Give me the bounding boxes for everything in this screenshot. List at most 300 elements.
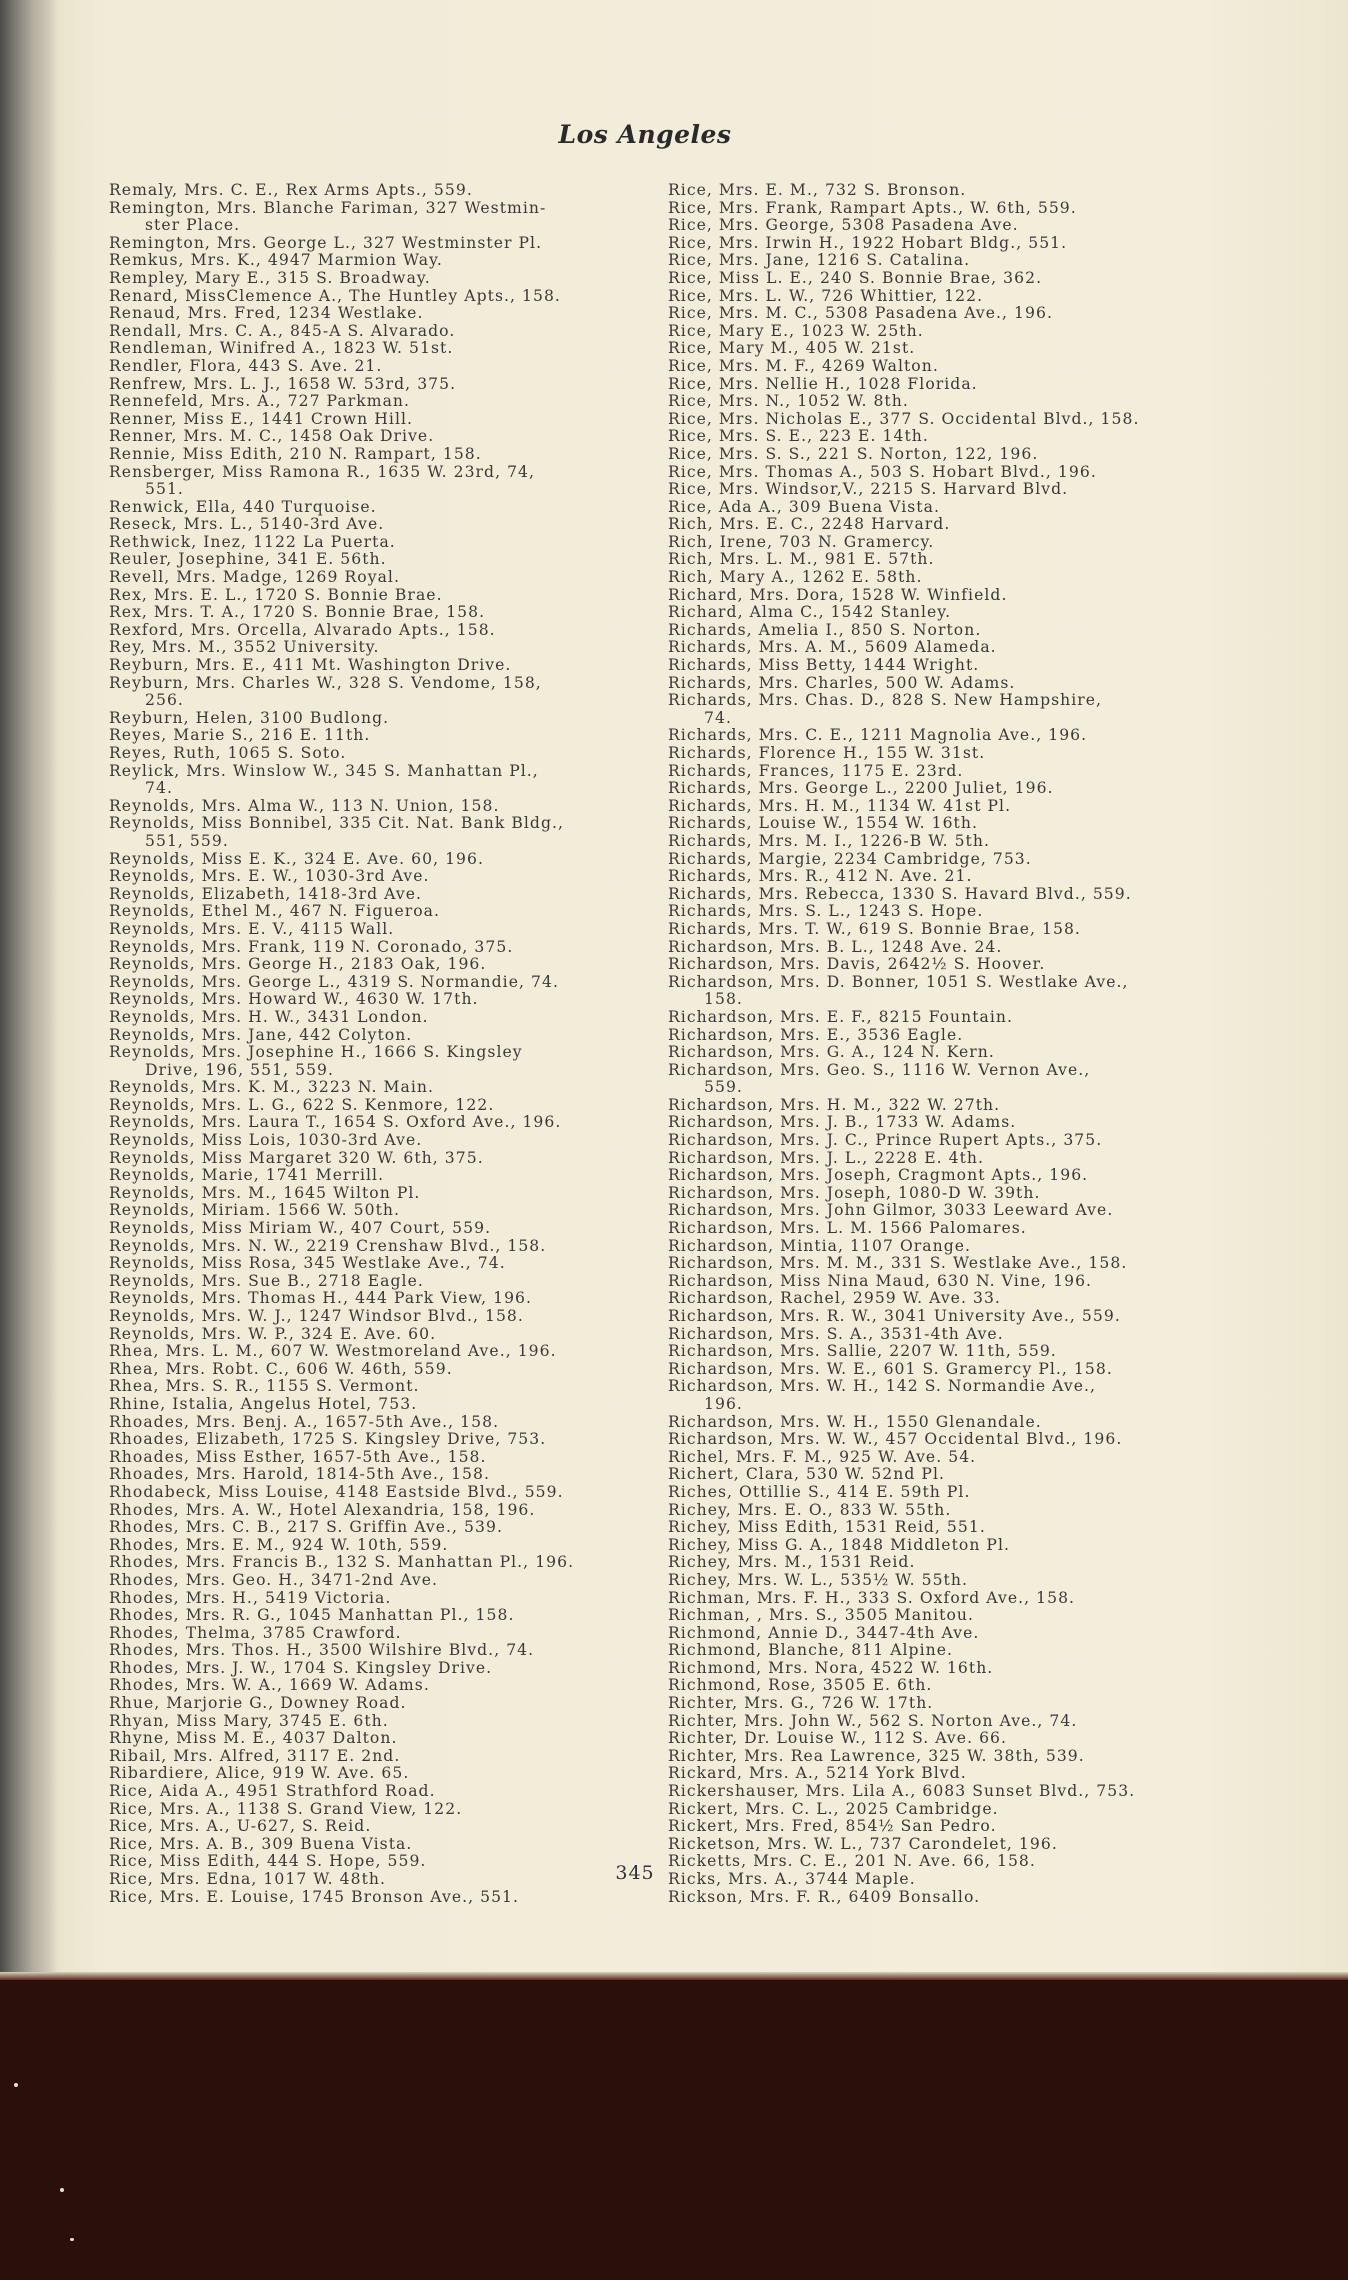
directory-entry xyxy=(109,587,669,605)
directory-entry xyxy=(668,551,1228,569)
directory-entry xyxy=(668,1326,1228,1344)
directory-entry xyxy=(109,939,669,957)
directory-entry xyxy=(109,903,669,921)
directory-entry xyxy=(668,340,1228,358)
entry-line: Reynolds, Mrs. K. M., 3223 N. Main. xyxy=(109,1078,435,1097)
entry-line: Reyburn, Mrs. E., 411 Mt. Washington Drive. xyxy=(109,656,512,675)
directory-entry xyxy=(668,657,1228,675)
directory-entry xyxy=(668,1502,1228,1520)
page-bottom-edge xyxy=(0,1972,1348,1980)
entry-line: Reynolds, Mrs. Laura T., 1654 S. Oxford Ave., 196. xyxy=(109,1113,562,1132)
directory-entry xyxy=(109,604,669,622)
directory-entry xyxy=(109,411,669,429)
entry-line: Rice, Mrs. Irwin H., 1922 Hobart Bldg., 551. xyxy=(668,233,1068,252)
directory-entry xyxy=(668,1765,1228,1783)
directory-entry xyxy=(109,974,669,992)
directory-entry xyxy=(668,1783,1228,1801)
directory-entry xyxy=(109,815,669,850)
entry-line: Rhoades, Elizabeth, 1725 S. Kingsley Drive, 753. xyxy=(109,1430,547,1449)
entry-line: Ribail, Mrs. Alfred, 3117 E. 2nd. xyxy=(109,1746,401,1765)
directory-entry xyxy=(109,1044,669,1079)
directory-entry xyxy=(668,376,1228,394)
directory-entry xyxy=(668,1167,1228,1185)
entry-line: Reynolds, Mrs. E. V., 4115 Wall. xyxy=(109,919,395,938)
entry-line: Reyburn, Helen, 3100 Budlong. xyxy=(109,708,390,727)
entry-line: Rhodes, Mrs. Francis B., 132 S. Manhattan Pl., 196. xyxy=(109,1553,575,1572)
directory-entry xyxy=(109,551,669,569)
entry-continuation-line: 559. xyxy=(704,1078,743,1097)
entry-line: Richards, Mrs. George L., 2200 Juliet, 196. xyxy=(668,779,1054,798)
entry-line: Richel, Mrs. F. M., 925 W. Ave. 54. xyxy=(668,1447,977,1466)
directory-entry xyxy=(109,1748,669,1766)
entry-line: Richardson, Mrs. H. M., 322 W. 27th. xyxy=(668,1095,1001,1114)
directory-entry xyxy=(668,1255,1228,1273)
entry-line: Richardson, Mrs. M. M., 331 S. Westlake Ave., 158. xyxy=(668,1254,1128,1273)
directory-entry xyxy=(109,1818,669,1836)
entry-line: Rice, Mrs. S. E., 223 E. 14th. xyxy=(668,427,929,446)
directory-entry xyxy=(109,1361,669,1379)
entry-line: Renfrew, Mrs. L. J., 1658 W. 53rd, 375. xyxy=(109,374,457,393)
directory-entry xyxy=(668,1449,1228,1467)
entry-line: Richardson, Rachel, 2959 W. Ave. 33. xyxy=(668,1289,1001,1308)
directory-entry xyxy=(668,1889,1228,1907)
directory-entry xyxy=(109,1677,669,1695)
entry-line: Renard, MissClemence A., The Huntley Apts., 158. xyxy=(109,286,561,305)
entry-line: Richardson, Mintia, 1107 Orange. xyxy=(668,1236,972,1255)
entry-line: Ricketson, Mrs. W. L., 737 Carondelet, 196. xyxy=(668,1834,1058,1853)
entry-line: Rice, Mrs. M. C., 5308 Pasadena Ave., 196. xyxy=(668,304,1053,323)
directory-entry xyxy=(668,200,1228,218)
page-number: 345 xyxy=(615,1862,655,1884)
entry-line: Rey, Mrs. M., 3552 University. xyxy=(109,638,380,657)
directory-entry xyxy=(668,1554,1228,1572)
directory-entry xyxy=(109,1308,669,1326)
directory-entry xyxy=(668,217,1228,235)
entry-line: Richmond, Rose, 3505 E. 6th. xyxy=(668,1676,933,1695)
directory-entry xyxy=(109,428,669,446)
entry-line: Richards, Mrs. S. L., 1243 S. Hope. xyxy=(668,902,984,921)
directory-entry xyxy=(109,657,669,675)
directory-entry xyxy=(109,1114,669,1132)
directory-entry xyxy=(668,1273,1228,1291)
directory-entry xyxy=(668,604,1228,622)
directory-entry xyxy=(109,921,669,939)
entry-line: Reyes, Marie S., 216 E. 11th. xyxy=(109,726,371,745)
entry-line: Rhoades, Mrs. Harold, 1814-5th Ave., 158. xyxy=(109,1465,491,1484)
entry-line: Rensberger, Miss Ramona R., 1635 W. 23rd, 74, xyxy=(109,462,536,481)
entry-line: Reynolds, Mrs. Jane, 442 Colyton. xyxy=(109,1025,413,1044)
entry-continuation-line: Drive, 196, 551, 559. xyxy=(145,1060,335,1079)
entry-line: Reynolds, Miss Rosa, 345 Westlake Ave., 74. xyxy=(109,1254,506,1273)
directory-entry xyxy=(109,1660,669,1678)
directory-entry xyxy=(109,639,669,657)
entry-line: Richards, Mrs. A. M., 5609 Alameda. xyxy=(668,638,997,657)
entry-line: Rice, Mrs. A., 1138 S. Grand View, 122. xyxy=(109,1799,463,1818)
entry-line: Rice, Mrs. George, 5308 Pasadena Ave. xyxy=(668,216,1019,235)
entry-line: Rendler, Flora, 443 S. Ave. 21. xyxy=(109,356,383,375)
directory-entry xyxy=(109,182,669,200)
entry-line: Richard, Mrs. Dora, 1528 W. Winfield. xyxy=(668,585,1008,604)
entry-line: Reylick, Mrs. Winslow W., 345 S. Manhattan Pl., xyxy=(109,761,539,780)
entry-line: Rice, Mrs. E. Louise, 1745 Bronson Ave., 551. xyxy=(109,1887,520,1906)
entry-line: Reynolds, Mrs. Josephine H., 1666 S. Kingsley xyxy=(109,1043,523,1062)
entry-line: Rice, Mrs. S. S., 221 S. Norton, 122, 196. xyxy=(668,444,1039,463)
directory-entry xyxy=(668,780,1228,798)
entry-line: Rice, Mrs. Nicholas E., 377 S. Occidental Blvd., 158. xyxy=(668,409,1140,428)
entry-line: Rice, Mrs. Frank, Rampart Apts., W. 6th, 559. xyxy=(668,198,1077,217)
entry-line: Rice, Ada A., 309 Buena Vista. xyxy=(668,497,940,516)
directory-entry xyxy=(668,1466,1228,1484)
entry-line: Rhoades, Miss Esther, 1657-5th Ave., 158. xyxy=(109,1447,487,1466)
entry-line: Rice, Mrs. Nellie H., 1028 Florida. xyxy=(668,374,978,393)
entry-line: Richman, , Mrs. S., 3505 Manitou. xyxy=(668,1606,975,1625)
entry-line: Reynolds, Mrs. M., 1645 Wilton Pl. xyxy=(109,1183,421,1202)
entry-line: Richey, Mrs. M., 1531 Reid. xyxy=(668,1553,916,1572)
entry-line: Richardson, Mrs. L. M. 1566 Palomares. xyxy=(668,1219,1027,1238)
directory-entry xyxy=(109,1484,669,1502)
directory-entry xyxy=(109,1185,669,1203)
entry-line: Reuler, Josephine, 341 E. 56th. xyxy=(109,550,387,569)
dust-speck xyxy=(70,2238,74,2241)
book-binding-shadow xyxy=(0,0,58,1978)
directory-entry xyxy=(668,1607,1228,1625)
directory-entry xyxy=(109,1801,669,1819)
directory-entry xyxy=(668,763,1228,781)
directory-entry xyxy=(668,499,1228,517)
entry-line: Reynolds, Mrs. Howard W., 4630 W. 17th. xyxy=(109,990,479,1009)
entry-line: Richter, Mrs. G., 726 W. 17th. xyxy=(668,1694,934,1713)
entry-line: Rickershauser, Mrs. Lila A., 6083 Sunset Blvd., 753. xyxy=(668,1782,1136,1801)
directory-entry xyxy=(109,1079,669,1097)
directory-entry xyxy=(109,1290,669,1308)
entry-line: Reseck, Mrs. L., 5140-3rd Ave. xyxy=(109,515,385,534)
entry-line: Reynolds, Mrs. L. G., 622 S. Kenmore, 122. xyxy=(109,1095,495,1114)
directory-entry xyxy=(668,182,1228,200)
directory-entry xyxy=(668,252,1228,270)
entry-line: Rice, Mary E., 1023 W. 25th. xyxy=(668,321,924,340)
directory-entry xyxy=(668,1590,1228,1608)
directory-entry xyxy=(109,499,669,517)
directory-entry xyxy=(109,1396,669,1414)
entry-line: Renwick, Ella, 440 Turquoise. xyxy=(109,497,377,516)
entry-line: Rhea, Mrs. L. M., 607 W. Westmoreland Ave., 196. xyxy=(109,1342,557,1361)
directory-entry xyxy=(668,1677,1228,1695)
entry-line: Richardson, Mrs. Geo. S., 1116 W. Vernon Ave., xyxy=(668,1060,1091,1079)
entry-line: Richard, Alma C., 1542 Stanley. xyxy=(668,603,952,622)
entry-line: Rice, Mrs. A. B., 309 Buena Vista. xyxy=(109,1834,413,1853)
directory-entry xyxy=(668,428,1228,446)
entry-line: Rhea, Mrs. Robt. C., 606 W. 46th, 559. xyxy=(109,1359,453,1378)
directory-entry xyxy=(668,903,1228,921)
entry-line: Reynolds, Mrs. E. W., 1030-3rd Ave. xyxy=(109,867,430,886)
entry-line: Reynolds, Miss E. K., 324 E. Ave. 60, 196. xyxy=(109,849,485,868)
entry-line: Richey, Miss G. A., 1848 Middleton Pl. xyxy=(668,1535,1011,1554)
entry-line: Remaly, Mrs. C. E., Rex Arms Apts., 559. xyxy=(109,181,473,199)
entry-line: Rennefeld, Mrs. A., 727 Parkman. xyxy=(109,392,411,411)
directory-entry xyxy=(668,1027,1228,1045)
entry-line: Richards, Miss Betty, 1444 Wright. xyxy=(668,656,980,675)
entry-line: Rickard, Mrs. A., 5214 York Blvd. xyxy=(668,1764,967,1783)
entry-line: Renner, Mrs. M. C., 1458 Oak Drive. xyxy=(109,427,435,446)
directory-entry xyxy=(109,305,669,323)
directory-entry xyxy=(668,639,1228,657)
directory-entry xyxy=(668,1730,1228,1748)
dust-speck xyxy=(60,2188,64,2192)
directory-entry xyxy=(668,1713,1228,1731)
entry-line: Rendleman, Winifred A., 1823 W. 51st. xyxy=(109,339,454,358)
directory-entry xyxy=(109,1167,669,1185)
directory-entry xyxy=(668,974,1228,1009)
entry-line: Rex, Mrs. E. L., 1720 S. Bonnie Brae. xyxy=(109,585,443,604)
directory-entry xyxy=(668,798,1228,816)
directory-entry xyxy=(109,446,669,464)
directory-entry xyxy=(668,939,1228,957)
directory-entry xyxy=(668,921,1228,939)
directory-entry xyxy=(668,745,1228,763)
directory-entry xyxy=(109,727,669,745)
left-column xyxy=(109,182,669,1906)
entry-line: Rhodes, Mrs. Thos. H., 3500 Wilshire Blvd., 74. xyxy=(109,1641,535,1660)
entry-line: Rhodes, Mrs. W. A., 1669 W. Adams. xyxy=(109,1676,430,1695)
entry-line: Rich, Mrs. L. M., 981 E. 57th. xyxy=(668,550,935,569)
directory-entry xyxy=(668,323,1228,341)
directory-entry xyxy=(109,270,669,288)
entry-line: Reynolds, Miss Miriam W., 407 Court, 559. xyxy=(109,1219,492,1238)
entry-line: Richardson, Mrs. W. H., 1550 Glenandale. xyxy=(668,1412,1042,1431)
directory-entry xyxy=(109,1554,669,1572)
directory-entry xyxy=(668,1748,1228,1766)
directory-entry xyxy=(109,1343,669,1361)
directory-entry xyxy=(109,1431,669,1449)
directory-entry xyxy=(109,1572,669,1590)
directory-entry xyxy=(109,675,669,710)
directory-entry xyxy=(109,1783,669,1801)
directory-entry xyxy=(109,1590,669,1608)
entry-line: Richardson, Mrs. R. W., 3041 University Ave., 559. xyxy=(668,1307,1121,1325)
entry-line: Reynolds, Mrs. W. J., 1247 Windsor Blvd., 158. xyxy=(109,1307,524,1325)
directory-entry xyxy=(668,727,1228,745)
directory-entry xyxy=(668,1114,1228,1132)
directory-entry xyxy=(109,1150,669,1168)
entry-line: Richards, Mrs. H. M., 1134 W. 41st Pl. xyxy=(668,796,1012,815)
entry-line: Renner, Miss E., 1441 Crown Hill. xyxy=(109,409,414,428)
directory-entry xyxy=(109,1009,669,1027)
entry-line: Richardson, Mrs. S. A., 3531-4th Ave. xyxy=(668,1324,1004,1343)
entry-line: Ricketts, Mrs. C. E., 201 N. Ave. 66, 158. xyxy=(668,1852,1036,1871)
directory-entry xyxy=(109,393,669,411)
directory-entry xyxy=(668,1431,1228,1449)
entry-line: Richert, Clara, 530 W. 52nd Pl. xyxy=(668,1465,945,1484)
entry-continuation-line: 74. xyxy=(704,708,732,727)
entry-line: Rhodes, Thelma, 3785 Crawford. xyxy=(109,1623,402,1642)
entry-continuation-line: 551, 559. xyxy=(145,831,229,850)
directory-entry xyxy=(109,340,669,358)
entry-line: Richmond, Mrs. Nora, 4522 W. 16th. xyxy=(668,1658,994,1677)
entry-line: Richter, Mrs. Rea Lawrence, 325 W. 38th, 539. xyxy=(668,1746,1085,1765)
directory-entry xyxy=(109,1537,669,1555)
entry-line: Richey, Miss Edith, 1531 Reid, 551. xyxy=(668,1518,986,1537)
directory-entry xyxy=(109,288,669,306)
entry-line: Richman, Mrs. F. H., 333 S. Oxford Ave., 158. xyxy=(668,1588,1076,1607)
directory-entry xyxy=(109,868,669,886)
entry-line: Rice, Mary M., 405 W. 21st. xyxy=(668,339,916,358)
directory-entry xyxy=(109,323,669,341)
entry-continuation-line: 551. xyxy=(145,480,184,499)
directory-entry xyxy=(668,886,1228,904)
entry-line: Richardson, Mrs. J. L., 2228 E. 4th. xyxy=(668,1148,985,1167)
entry-line: Reynolds, Miss Lois, 1030-3rd Ave. xyxy=(109,1131,423,1150)
entry-line: Reynolds, Miriam. 1566 W. 50th. xyxy=(109,1201,401,1220)
entry-line: Richmond, Annie D., 3447-4th Ave. xyxy=(668,1623,980,1642)
entry-line: Rhodes, Mrs. J. W., 1704 S. Kingsley Drive. xyxy=(109,1658,493,1677)
directory-entry xyxy=(668,587,1228,605)
entry-line: Rendall, Mrs. C. A., 845-A S. Alvarado. xyxy=(109,321,456,340)
entry-line: Reynolds, Mrs. George L., 4319 S. Normandie, 74. xyxy=(109,972,559,991)
directory-entry xyxy=(109,1132,669,1150)
entry-line: Rhea, Mrs. S. R., 1155 S. Vermont. xyxy=(109,1377,420,1396)
entry-line: Richardson, Mrs. Joseph, 1080-D W. 39th. xyxy=(668,1183,1041,1202)
entry-line: Reynolds, Mrs. George H., 2183 Oak, 196. xyxy=(109,955,487,974)
directory-entry xyxy=(109,569,669,587)
entry-line: Richardson, Mrs. W. W., 457 Occidental Blvd., 196. xyxy=(668,1430,1123,1449)
directory-entry xyxy=(109,710,669,728)
entry-line: Reynolds, Elizabeth, 1418-3rd Ave. xyxy=(109,884,422,903)
entry-line: Rice, Mrs. Thomas A., 503 S. Hobart Blvd., 196. xyxy=(668,462,1097,481)
directory-entry xyxy=(668,1202,1228,1220)
entry-continuation-line: 74. xyxy=(145,779,173,798)
directory-entry xyxy=(109,464,669,499)
directory-entry xyxy=(668,288,1228,306)
entry-line: Rhodes, Mrs. Geo. H., 3471-2nd Ave. xyxy=(109,1570,439,1589)
directory-entry xyxy=(668,1660,1228,1678)
directory-entry xyxy=(109,200,669,235)
entry-line: Rice, Mrs. Jane, 1216 S. Catalina. xyxy=(668,251,971,270)
directory-entry xyxy=(668,1238,1228,1256)
entry-line: Rhodes, Mrs. A. W., Hotel Alexandria, 158, 196. xyxy=(109,1500,536,1519)
entry-line: Rempley, Mary E., 315 S. Broadway. xyxy=(109,268,431,287)
entry-line: Richardson, Mrs. J. C., Prince Rupert Apts., 375. xyxy=(668,1131,1103,1150)
directory-entry xyxy=(668,1062,1228,1097)
entry-line: Reyburn, Mrs. Charles W., 328 S. Vendome, 158, xyxy=(109,673,542,692)
entry-line: Ricks, Mrs. A., 3744 Maple. xyxy=(668,1870,916,1888)
directory-entry xyxy=(668,1185,1228,1203)
entry-line: Rice, Mrs. M. F., 4269 Walton. xyxy=(668,356,939,375)
page-title: Los Angeles xyxy=(558,120,732,149)
directory-entry xyxy=(109,798,669,816)
directory-entry xyxy=(109,1502,669,1520)
directory-entry xyxy=(109,516,669,534)
entry-line: Reynolds, Mrs. Thomas H., 444 Park View, 196. xyxy=(109,1289,533,1308)
entry-line: Rice, Miss Edith, 444 S. Hope, 559. xyxy=(109,1852,427,1871)
entry-line: Richardson, Mrs. E., 3536 Eagle. xyxy=(668,1025,964,1044)
entry-line: Revell, Mrs. Madge, 1269 Royal. xyxy=(109,568,400,587)
entry-line: Richards, Mrs. Charles, 500 W. Adams. xyxy=(668,673,1016,692)
directory-entry xyxy=(668,622,1228,640)
directory-entry xyxy=(109,1765,669,1783)
entry-line: Richards, Mrs. T. W., 619 S. Bonnie Brae, 158. xyxy=(668,919,1081,938)
directory-entry xyxy=(668,1537,1228,1555)
directory-entry xyxy=(668,464,1228,482)
entry-line: Rich, Irene, 703 N. Gramercy. xyxy=(668,532,935,551)
directory-entry xyxy=(109,1273,669,1291)
directory-entry xyxy=(668,851,1228,869)
directory-entry xyxy=(109,1255,669,1273)
entry-line: Richards, Mrs. M. I., 1226-B W. 5th. xyxy=(668,831,990,850)
entry-continuation-line: 158. xyxy=(704,990,743,1009)
entry-line: Rice, Aida A., 4951 Strathford Road. xyxy=(109,1782,436,1801)
directory-entry xyxy=(109,1836,669,1854)
entry-line: Rhodes, Mrs. E. M., 924 W. 10th, 559. xyxy=(109,1535,449,1554)
directory-entry xyxy=(668,1009,1228,1027)
entry-line: Rice, Mrs. L. W., 726 Whittier, 122. xyxy=(668,286,984,305)
entry-line: Rickson, Mrs. F. R., 6409 Bonsallo. xyxy=(668,1887,981,1906)
entry-line: Richmond, Blanche, 811 Alpine. xyxy=(668,1641,953,1660)
entry-line: Remkus, Mrs. K., 4947 Marmion Way. xyxy=(109,251,443,270)
directory-entry xyxy=(109,1642,669,1660)
directory-entry xyxy=(668,815,1228,833)
entry-line: Richardson, Miss Nina Maud, 630 N. Vine, 196. xyxy=(668,1271,1093,1290)
entry-line: Rhoades, Mrs. Benj. A., 1657-5th Ave., 158. xyxy=(109,1412,500,1431)
directory-entry xyxy=(668,1801,1228,1819)
entry-continuation-line: ster Place. xyxy=(145,216,241,235)
directory-entry xyxy=(109,1449,669,1467)
entry-line: Rethwick, Inez, 1122 La Puerta. xyxy=(109,532,396,551)
entry-continuation-line: 256. xyxy=(145,691,184,710)
entry-line: Rice, Mrs. Edna, 1017 W. 48th. xyxy=(109,1870,387,1888)
entry-line: Richardson, Mrs. John Gilmor, 3033 Leeward Ave. xyxy=(668,1201,1114,1220)
entry-line: Richardson, Mrs. W. H., 142 S. Normandie Ave., xyxy=(668,1377,1097,1396)
entry-line: Rhodabeck, Miss Louise, 4148 Eastside Blvd., 559. xyxy=(109,1482,564,1501)
directory-entry xyxy=(109,622,669,640)
directory-entry xyxy=(109,1027,669,1045)
entry-line: Rhyne, Miss M. E., 4037 Dalton. xyxy=(109,1729,398,1748)
directory-entry xyxy=(109,235,669,253)
directory-entry xyxy=(668,1414,1228,1432)
directory-entry xyxy=(668,411,1228,429)
entry-line: Ribardiere, Alice, 919 W. Ave. 65. xyxy=(109,1764,410,1783)
directory-entry xyxy=(668,1378,1228,1413)
entry-line: Richards, Margie, 2234 Cambridge, 753. xyxy=(668,849,1032,868)
dust-speck xyxy=(14,2083,18,2087)
entry-line: Richards, Louise W., 1554 W. 16th. xyxy=(668,814,978,833)
entry-line: Rhine, Istalia, Angelus Hotel, 753. xyxy=(109,1394,418,1413)
directory-entry xyxy=(668,868,1228,886)
directory-entry xyxy=(109,376,669,394)
entry-line: Richey, Mrs. E. O., 833 W. 55th. xyxy=(668,1500,952,1519)
entry-line: Richardson, Mrs. J. B., 1733 W. Adams. xyxy=(668,1113,1017,1132)
directory-entry xyxy=(109,534,669,552)
directory-entry xyxy=(668,1132,1228,1150)
entry-line: Rhodes, Mrs. H., 5419 Victoria. xyxy=(109,1588,392,1607)
directory-entry xyxy=(668,1150,1228,1168)
entry-line: Richardson, Mrs. Davis, 2642½ S. Hoover. xyxy=(668,955,1046,974)
directory-entry xyxy=(668,1818,1228,1836)
directory-entry xyxy=(109,1713,669,1731)
directory-entry xyxy=(668,534,1228,552)
entry-line: Richards, Amelia I., 850 S. Norton. xyxy=(668,620,982,639)
directory-entry xyxy=(668,235,1228,253)
directory-entry xyxy=(109,1695,669,1713)
directory-entry xyxy=(668,446,1228,464)
directory-entry xyxy=(109,1889,669,1907)
directory-entry xyxy=(109,763,669,798)
entry-line: Reynolds, Mrs. Frank, 119 N. Coronado, 375. xyxy=(109,937,514,956)
entry-line: Richards, Frances, 1175 E. 23rd. xyxy=(668,761,964,780)
directory-entry xyxy=(109,1519,669,1537)
entry-line: Richards, Mrs. Rebecca, 1330 S. Havard Blvd., 559. xyxy=(668,884,1132,903)
directory-entry xyxy=(668,833,1228,851)
directory-entry xyxy=(668,675,1228,693)
